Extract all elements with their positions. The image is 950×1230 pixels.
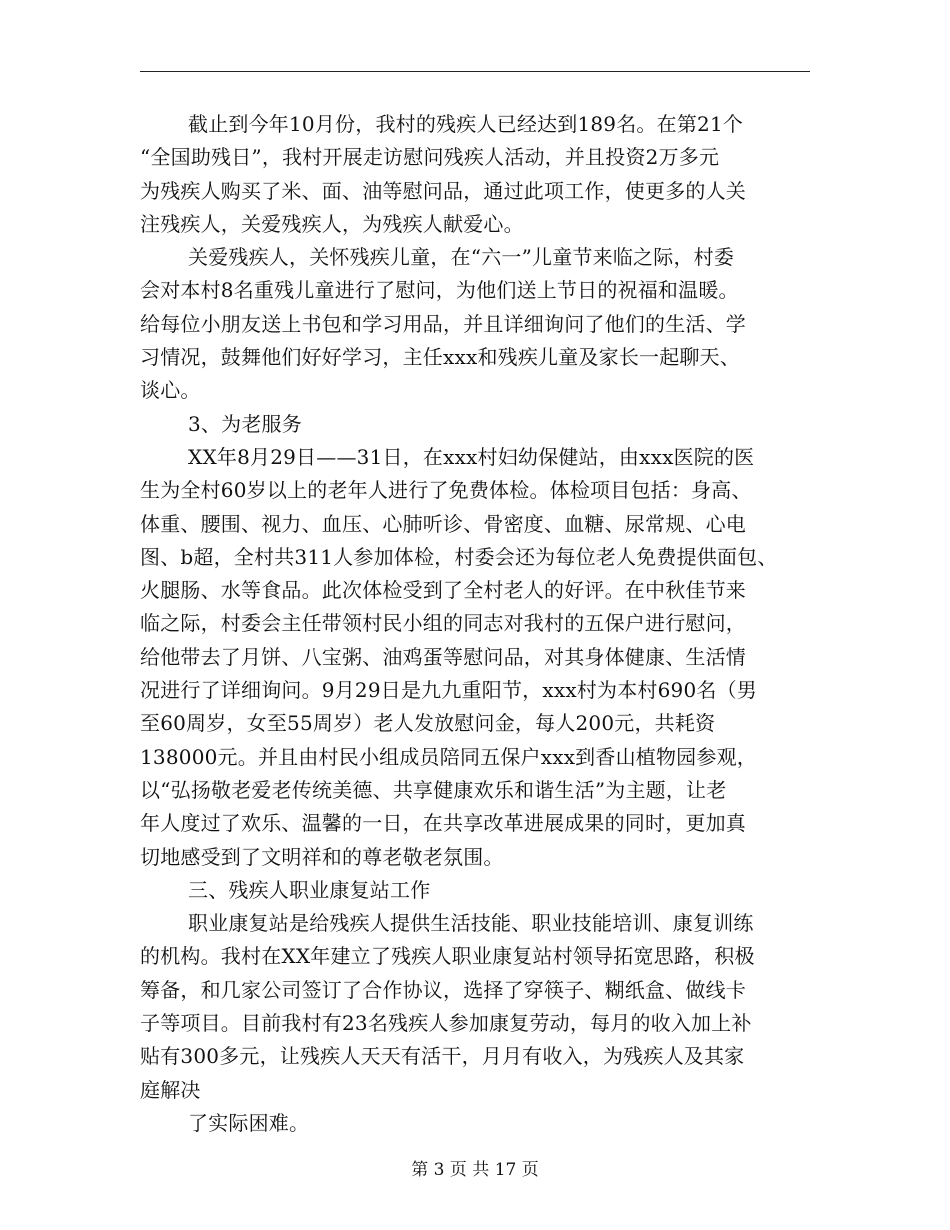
page-footer: 第 3 页 共 17 页 — [411, 1160, 539, 1180]
text-line: 截止到今年10月份，我村的残疾人已经达到189名。在第21个 — [188, 112, 744, 136]
text-line: 习情况，鼓舞他们好好学习，主任xxx和残疾儿童及家长一起聊天、 — [140, 345, 741, 370]
text-line: 职业康复站是给残疾人提供生活技能、职业技能培训、康复训练 — [188, 911, 754, 936]
text-line: 3、为老服务 — [188, 411, 302, 436]
text-line: 筹备，和几家公司签订了合作协议，选择了穿筷子、糊纸盒、做线卡 — [140, 977, 746, 1002]
text-line: 138000元。并且由村民小组成员陪同五保户xxx到香山植物园参观， — [140, 744, 757, 769]
text-line: 体重、腰围、视力、血压、心肺听诊、骨密度、血糖、尿常规、心电 — [140, 511, 746, 536]
text-line: 生为全村60岁以上的老年人进行了免费体检。体检项目包括：身高、 — [140, 478, 752, 503]
text-line: 注残疾人，关爱残疾人，为残疾人献爱心。 — [140, 211, 524, 236]
text-line: 以“弘扬敬老爱老传统美德、共享健康欢乐和谐生活”为主题，让老 — [140, 777, 727, 802]
text-line: 的机构。我村在XX年建立了残疾人职业康复站村领导拓宽思路，积极 — [140, 944, 755, 969]
text-line: 给每位小朋友送上书包和学习用品，并且详细询问了他们的生活、学 — [140, 311, 746, 336]
text-line: 会对本村8名重残儿童进行了慰问，为他们送上节日的祝福和温暖。 — [140, 278, 739, 303]
text-line: 三、残疾人职业康复站工作 — [188, 877, 431, 902]
text-line: 火腿肠、水等食品。此次体检受到了全村老人的好评。在中秋佳节来 — [140, 578, 746, 603]
text-line: 年人度过了欢乐、温馨的一日，在共享改革进展成果的同时，更加真 — [140, 811, 746, 836]
text-line: 图、b超，全村共311人参加体检，村委会还为每位老人免费提供面包、 — [140, 544, 778, 569]
text-line: 贴有300多元，让残疾人天天有活干，月月有收入，为残疾人及其家 — [140, 1044, 745, 1069]
text-line: 子等项目。目前我村有23名残疾人参加康复劳动，每月的收入加上补 — [140, 1011, 752, 1036]
text-line: 给他带去了月饼、八宝粥、油鸡蛋等慰问品，对其身体健康、生活情 — [140, 644, 746, 669]
text-line: XX年8月29日——31日，在xxx村妇幼保健站，由xxx医院的医 — [188, 444, 755, 469]
text-line: 切地感受到了文明祥和的尊老敬老氛围。 — [140, 844, 504, 869]
header-rule — [140, 71, 810, 72]
text-line: 庭解决 — [140, 1077, 201, 1102]
text-line: 谈心。 — [140, 378, 201, 403]
text-line: 为残疾人购买了米、面、油等慰问品，通过此项工作，使更多的人关 — [140, 178, 746, 203]
body-text — [140, 108, 820, 1140]
text-line: 了实际困难。 — [188, 1110, 310, 1135]
text-line: “全国助残日”，我村开展走访慰问残疾人活动，并且投资2万多元 — [140, 145, 720, 170]
text-line: 至60周岁，女至55周岁）老人发放慰问金，每人200元，共耗资 — [140, 711, 716, 736]
text-line: 关爱残疾人，关怀残疾儿童，在“六一”儿童节来临之际，村委 — [188, 245, 735, 270]
text-line: 况进行了详细询问。9月29日是九九重阳节，xxx村为本村690名（男 — [140, 678, 757, 703]
text-line: 临之际，村委会主任带领村民小组的同志对我村的五保户进行慰问， — [140, 611, 746, 636]
